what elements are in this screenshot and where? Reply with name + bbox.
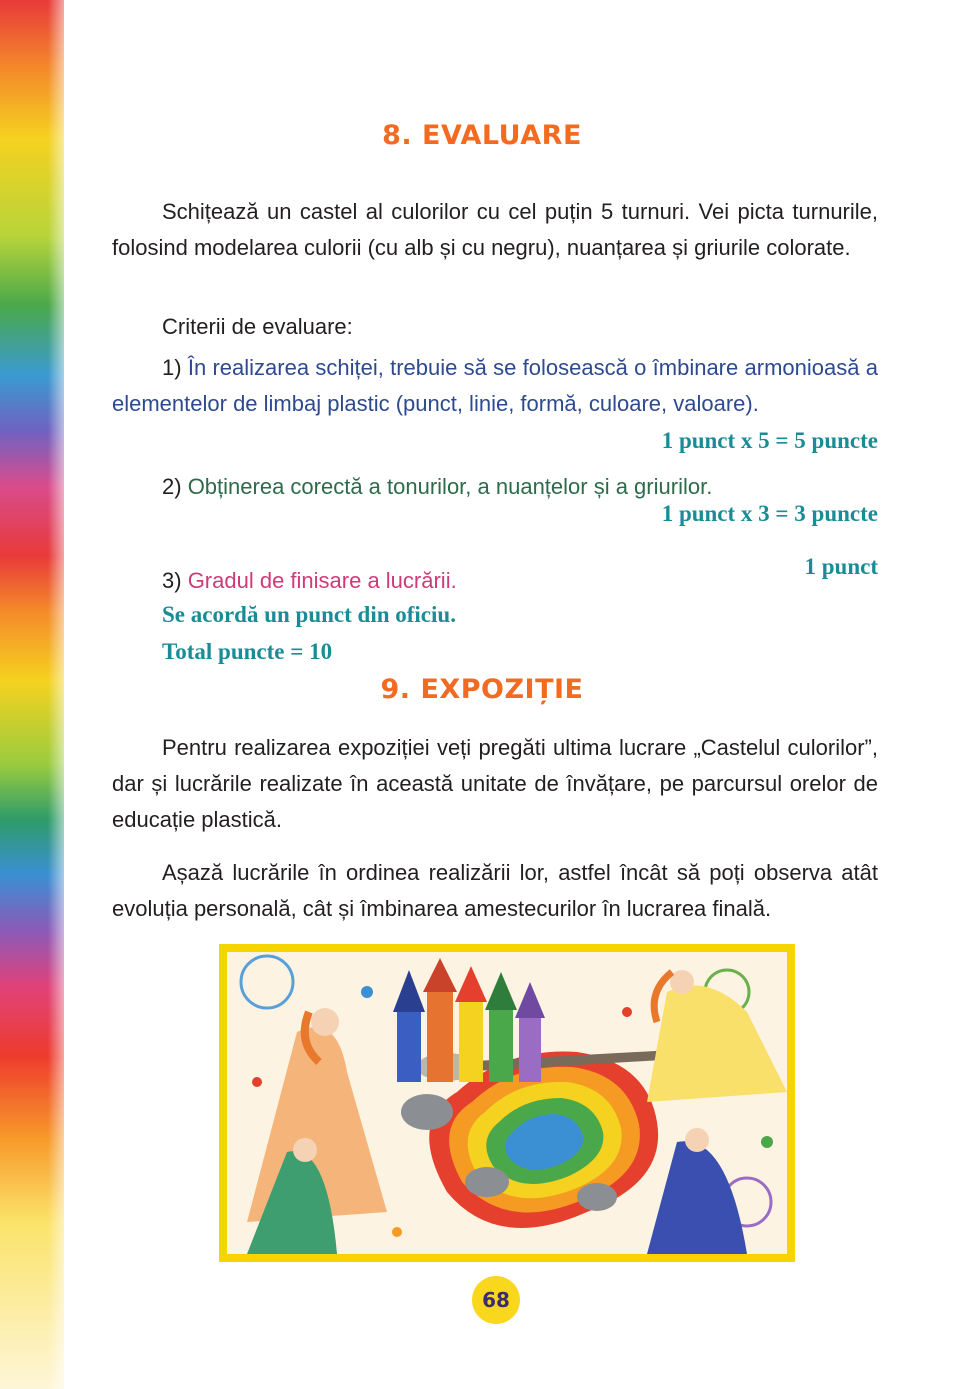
criterion-2-text: Obținerea corectă a tonurilor, a nuanțelor și a griurilor. [187,474,713,499]
criterion-1-text: În realizarea schiței, trebuie să se folosească o îmbinare armonioasă a elementelor de limbaj plastic (punct, linie, formă, culoare, valoare). [112,355,878,416]
criterion-2-score: 1 punct x 3 = 3 puncte [661,501,878,526]
exhibition-paragraph-2: Așază lucrările în ordinea realizării lor, astfel încât să poți observa atât evoluția personală, cât și îmbinarea amestecurilor în lucrarea finală. [112,860,878,921]
criterion-3-score: 1 punct [804,554,878,579]
criterion-1-score: 1 punct x 5 = 5 puncte [661,428,878,453]
evaluation-task-text: Schițează un castel al culorilor cu cel puțin 5 turnuri. Vei picta turnurile, folosind modelarea culorii (cu alb și cu negru), nuanțarea și griurile colorate. [112,199,878,260]
exhibition-paragraph-1: Pentru realizarea expoziției veți pregăti ultima lucrare „Castelul culorilor”, dar și lucrările realizate în această unitate de învățare, pe parcursul orelor de educație plastică. [112,735,878,832]
criterion-3 [112,563,878,599]
criterion-3-text: Gradul de finisare a lucrării. [187,568,457,593]
criteria-heading: Criterii de evaluare: [162,314,353,339]
section-8-heading: 8. EVALUARE [382,120,582,151]
castle-of-colors-artwork [219,944,795,1262]
criterion-2-number: 2) [162,474,188,499]
criterion-1-number: 1) [162,355,188,380]
criterion-3-number: 3) [162,568,188,593]
criterion-1 [112,350,878,422]
section-9-heading: 9. EXPOZIȚIE [380,674,584,705]
total-points: Total puncte = 10 [162,639,333,664]
page-number-badge: 68 [472,1276,520,1324]
criterion-2 [112,469,878,505]
bonus-point-note: Se acordă un punct din oficiu. [162,602,456,627]
